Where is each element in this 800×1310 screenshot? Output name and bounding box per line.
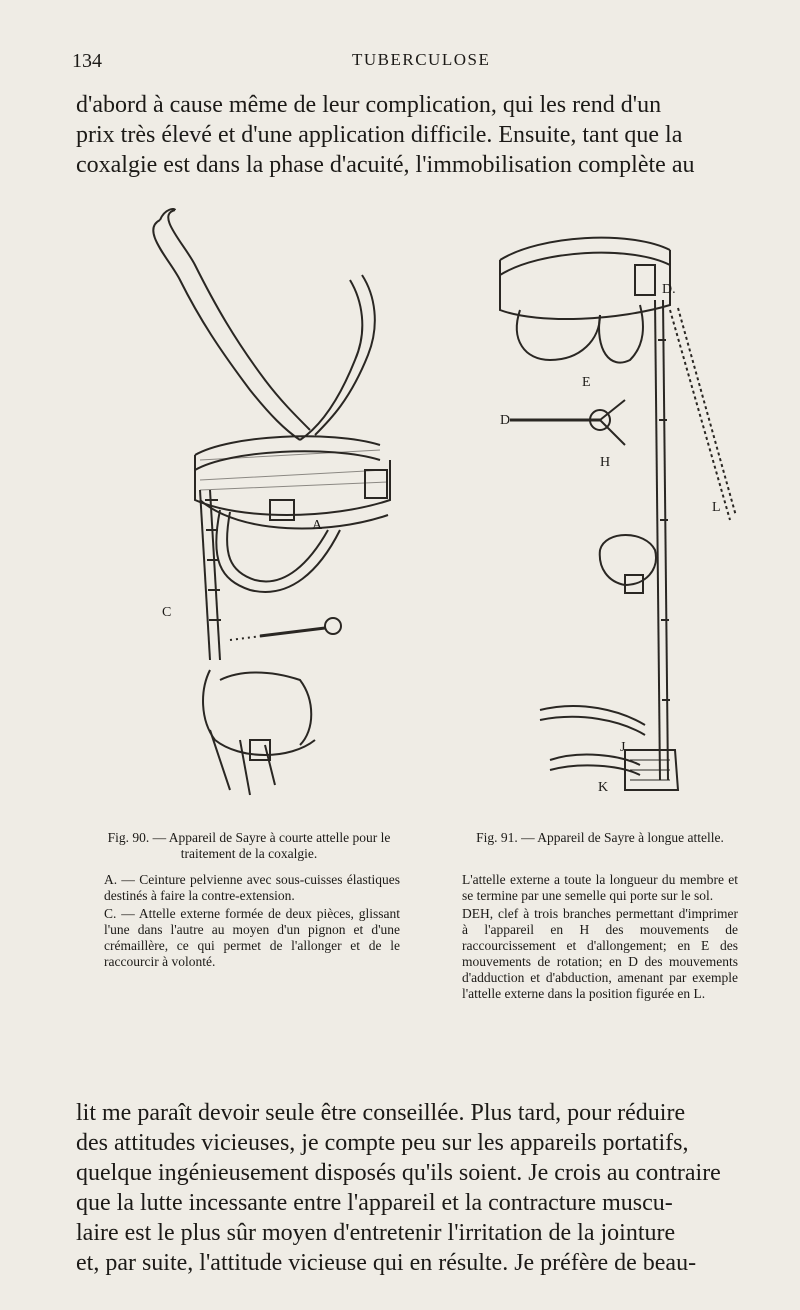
figure-letter-d-top: D.	[662, 282, 676, 297]
body-text-bottom	[76, 1098, 768, 1278]
body-text-top	[76, 90, 756, 180]
caption-text: Fig. 91. — Appareil de Sayre à longue attelle.	[476, 830, 724, 845]
page-number: 134	[72, 50, 102, 72]
text-line: prix très élevé et d'une application difficile. Ensuite, tant que la	[76, 122, 683, 148]
figure-91-caption	[462, 830, 738, 846]
legend-item: A. — Ceinture pelvienne avec sous-cuisses élastiques destinés à faire la contre-extension.	[104, 872, 400, 903]
text-line: quelque ingénieusement disposés qu'ils soient. Je crois au contraire	[76, 1160, 721, 1186]
figure-letter-l: L	[712, 500, 721, 515]
figure-letter-a: A	[312, 518, 323, 533]
figure-91-illustration	[430, 220, 760, 810]
sayre-long-splint-drawing	[430, 220, 760, 810]
figure-90-caption	[104, 830, 394, 862]
text-line: coxalgie est dans la phase d'acuité, l'immobilisation complète au	[76, 152, 695, 178]
text-line: lit me paraît devoir seule être conseillée. Plus tard, pour réduire	[76, 1100, 686, 1126]
figures-area	[70, 200, 770, 810]
figure-letter-c: C	[162, 605, 172, 620]
text-line: des attitudes vicieuses, je compte peu sur les appareils portatifs,	[76, 1130, 689, 1156]
running-title: TUBERCULOSE	[352, 50, 491, 69]
figure-letter-j: J	[620, 740, 626, 755]
figure-letter-k: K	[598, 780, 609, 795]
text-line: que la lutte incessante entre l'appareil et la contracture muscu-	[76, 1190, 673, 1216]
legend-item: L'attelle externe a toute la longueur du membre et se termine par une semelle qui porte sur le sol.	[462, 872, 738, 903]
figure-letter-d: D	[500, 413, 511, 428]
figure-90-legend	[104, 872, 400, 972]
figure-91-legend	[462, 872, 738, 1004]
figure-letter-h: H	[600, 455, 611, 470]
legend-item: C. — Attelle externe formée de deux pièces, glissant l'une dans l'autre au moyen d'un pignon et d'une crémaillère, ce qui permet de l'allonger et de le raccourcir à volonté.	[104, 906, 400, 969]
figure-letter-e: E	[582, 375, 591, 390]
figure-90-illustration	[100, 200, 420, 800]
legend-item: DEH, clef à trois branches permettant d'imprimer à l'appareil en H des mouvements de raccourcissement et d'allongement; en E des mouvements de rotation; en D des mouvements d'adduction et d'abduction, amenant par exemple l'attelle externe dans la position figurée en L.	[462, 906, 738, 1001]
text-line: laire est le plus sûr moyen d'entretenir l'irritation de la jointure	[76, 1220, 676, 1246]
text-line: d'abord à cause même de leur complication, qui les rend d'un	[76, 92, 662, 118]
text-line: et, par suite, l'attitude vicieuse qui en résulte. Je préfère de beau-	[76, 1250, 697, 1276]
running-head	[72, 50, 760, 74]
sayre-short-splint-drawing	[100, 200, 420, 800]
caption-text: Fig. 90. — Appareil de Sayre à courte attelle pour le traitement de la coxalgie.	[107, 830, 391, 861]
